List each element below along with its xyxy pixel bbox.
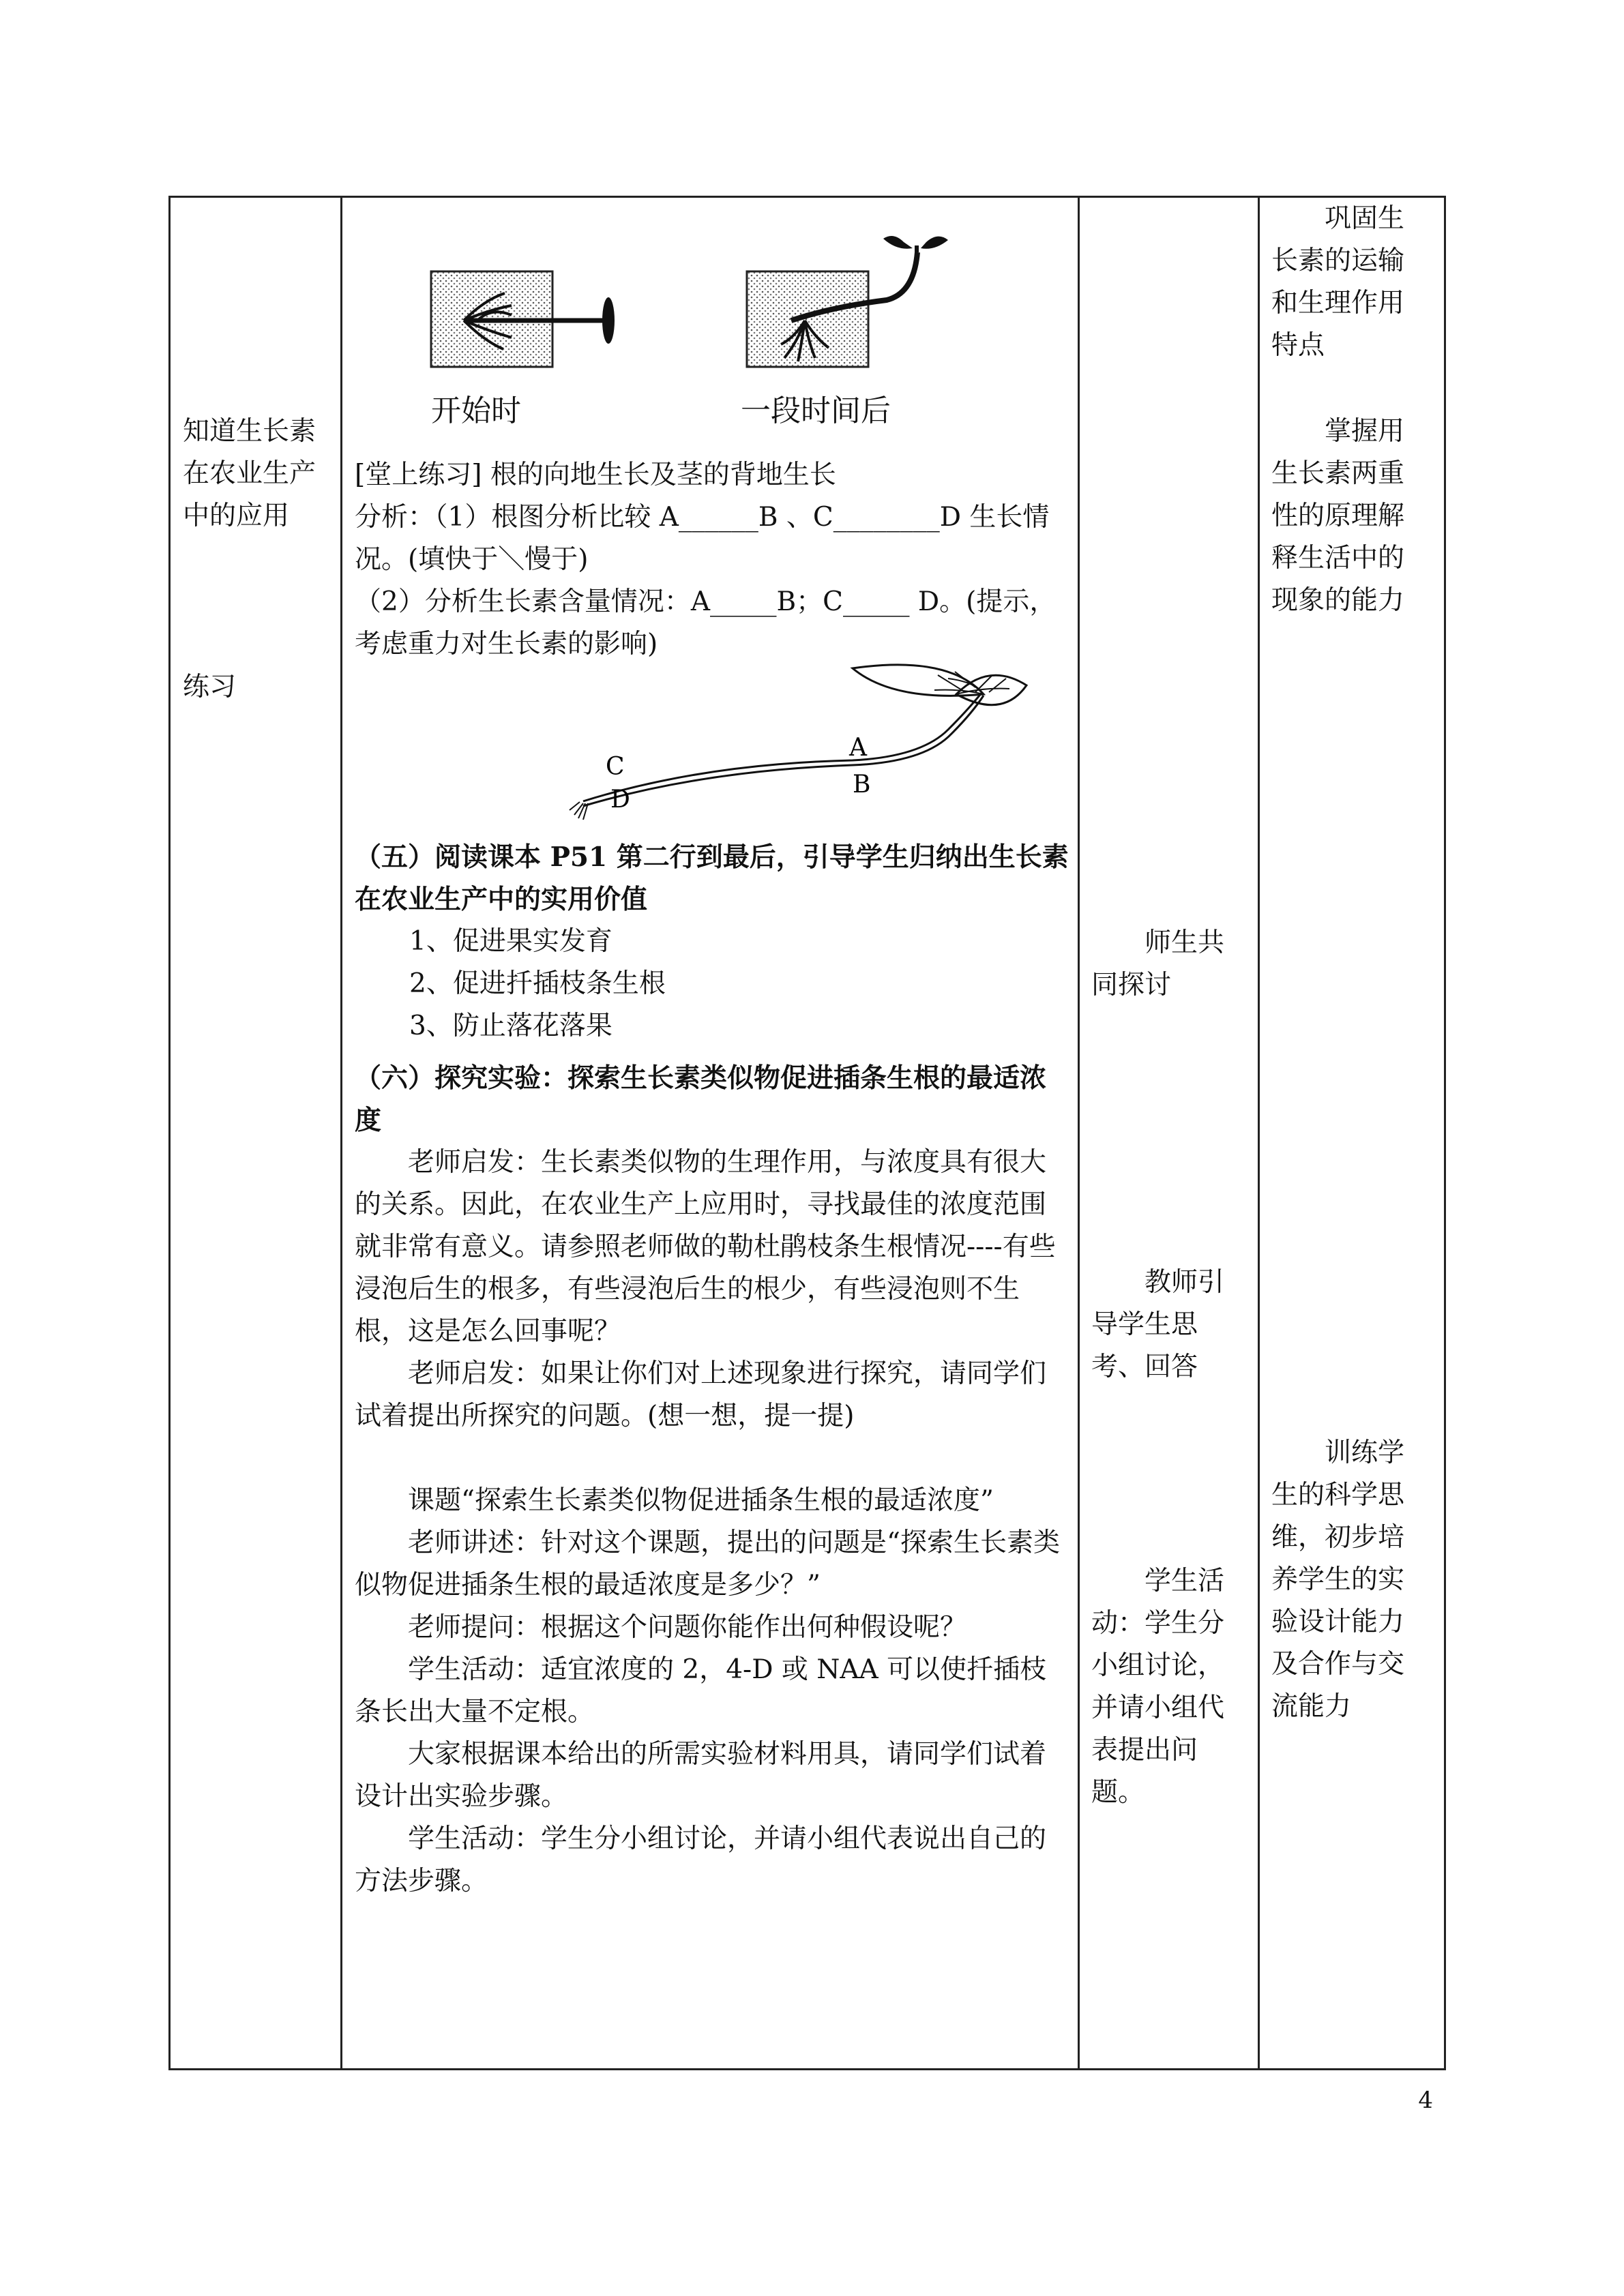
- soil-box-later: [747, 271, 868, 367]
- objective-text: 知道生长素在农业生产中的应用: [183, 416, 316, 531]
- activity-text: 教师引导学生思考、回答: [1091, 1267, 1225, 1382]
- intent-cell: [1271, 411, 1427, 622]
- paragraph: 老师提问：根据这个问题你能作出何种假设呢？: [408, 1612, 967, 1643]
- paragraph: 老师启发：生长素类似物的生理作用，与浓度具有很大的关系。因此，在农业生产上应用时，寻找最佳的浓度范围就非常有意义。请参照老师做的勒杜鹃枝条生根情况----有些浸泡后生的根多，有些浸泡后生的根少，有些浸泡则不生根，这是怎么回事呢？: [355, 1147, 1056, 1347]
- column-divider: [1078, 196, 1080, 2070]
- seedling-figure: [423, 225, 982, 389]
- exercise-question-2: （2）分析生长素含量情况：A_____B；C_____ D。(提示，考虑重力对生长素的影响): [355, 586, 1057, 659]
- list-item: 1、促进果实发育: [409, 926, 612, 957]
- intent-text: 巩固生长素的运输和生理作用特点: [1271, 203, 1405, 361]
- intent-cell: [1271, 1432, 1427, 1728]
- label-d: D: [610, 786, 630, 814]
- paragraph: 大家根据课本给出的所需实验材料用具，请同学们试着设计出实验步骤。: [355, 1739, 1047, 1812]
- section-6: [355, 1057, 1069, 1903]
- exercise-question-1: 分析：（1）根图分析比较 A______B 、C________D 生长情况。(填快于＼慢于): [355, 502, 1050, 575]
- section-6-heading: （六）探究实验：探索生长素类似物促进插条生根的最适浓度: [355, 1062, 1047, 1136]
- practice-cell: [183, 666, 319, 709]
- activity-text: 学生活动：学生分小组讨论，并请小组代表提出问题。: [1091, 1566, 1225, 1808]
- label-c: C: [606, 753, 625, 781]
- activity-cell: [1091, 1560, 1241, 1814]
- list-item: 3、防止落花落果: [409, 1011, 612, 1041]
- objective-cell: [183, 411, 319, 537]
- caption-later: 一段时间后: [741, 393, 891, 428]
- paragraph: 老师讲述：针对这个课题，提出的问题是“探索生长素类似物促进插条生根的最适浓度是多少？”: [355, 1527, 1060, 1600]
- caption-start: 开始时: [431, 393, 521, 428]
- horizontal-seedling-figure: [566, 661, 1030, 832]
- paragraph: 课题“探索生长素类似物促进插条生根的最适浓度”: [408, 1485, 994, 1516]
- activity-cell: [1091, 1262, 1241, 1388]
- intent-cell: [1271, 198, 1427, 367]
- page-number: 4: [1418, 2087, 1433, 2114]
- intent-text: 训练学生的科学思维，初步培养学生的实验设计能力及合作与交流能力: [1271, 1437, 1405, 1722]
- exercise-block: [355, 454, 1069, 666]
- column-divider: [340, 196, 342, 2070]
- activity-text: 师生共同探讨: [1091, 927, 1225, 1000]
- activity-cell: [1091, 922, 1241, 1007]
- column-divider: [1258, 196, 1260, 2070]
- list-item: 2、促进扦插枝条生根: [409, 968, 666, 999]
- paragraph: 学生活动：适宜浓度的 2，4-D 或 NAA 可以使扦插枝条长出大量不定根。: [355, 1654, 1047, 1727]
- intent-text: 掌握用生长素两重性的原理解释生活中的现象的能力: [1271, 416, 1405, 616]
- exercise-title: [堂上练习] 根的向地生长及茎的背地生长: [355, 460, 836, 490]
- paragraph: 学生活动：学生分小组讨论，并请小组代表说出自己的方法步骤。: [355, 1823, 1047, 1896]
- paragraph: 老师启发：如果让你们对上述现象进行探究，请同学们试着提出所探究的问题。(想一想，提一提): [355, 1358, 1047, 1431]
- section-5-heading: （五）阅读课本 P51 第二行到最后，引导学生归纳出生长素在农业生产中的实用价值: [355, 841, 1069, 915]
- section-5: [355, 836, 1069, 1047]
- label-a: A: [849, 734, 867, 762]
- practice-text: 练习: [183, 672, 237, 702]
- label-b: B: [853, 771, 871, 799]
